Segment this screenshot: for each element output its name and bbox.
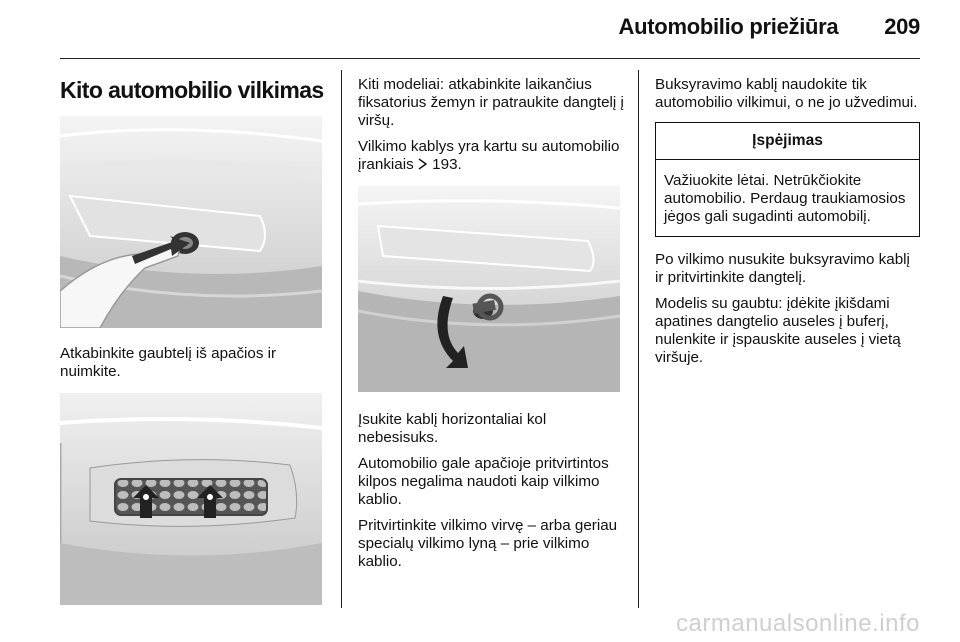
column-3 [655, 76, 920, 375]
warning-body: Važiuokite lėtai. Netrūkčiokite automobilio. Perdaug traukiamosios jėgos gali sugadinti automobilį. [664, 172, 906, 225]
page-number: 209 [884, 14, 920, 39]
header-rule [60, 58, 920, 59]
warning-title: Įspėjimas [656, 123, 919, 160]
page-header [60, 14, 920, 50]
paragraph-model-with-cover: Modelis su gaubtu: įdėkite įkišdami apatines dangtelio auseles į buferį, nulenkite ir įspauskite auseles į vietą viršuje. [655, 295, 901, 366]
page-reference-arrow-icon [418, 158, 428, 170]
paragraph-hook-location [358, 138, 630, 174]
column-1 [60, 76, 325, 610]
illustration-screw-in-hook [358, 186, 620, 392]
section-title: Kito automobilio vilkimas [60, 77, 324, 103]
column-divider-2 [638, 70, 639, 608]
illustration-grille [60, 393, 322, 605]
paragraph-other-models: Kiti modeliai: atkabinkite laikančius fiksatorius žemyn ir patraukite dangtelį į viršų. [358, 76, 624, 129]
column-divider-1 [341, 70, 342, 608]
illustration-remove-cover [60, 116, 322, 328]
paragraph-hook-usage: Buksyravimo kablį naudokite tik automobilio vilkimui, o ne jo užvedimui. [655, 76, 918, 111]
chapter-title: Automobilio priežiūra [618, 14, 839, 39]
warning-box [655, 122, 920, 237]
column-2 [358, 76, 630, 579]
hook-location-text: Vilkimo kablys yra kartu su automobilio įrankiais [358, 138, 620, 173]
paragraph-screw-hook: Įsukite kablį horizontaliai kol nebesisuks. [358, 411, 547, 446]
paragraph-after-towing: Po vilkimo nusukite buksyravimo kablį ir pritvirtinkite dangtelį. [655, 251, 910, 286]
hook-location-ref: 193. [432, 156, 462, 173]
paragraph-attach-rope: Pritvirtinkite vilkimo virvę – arba geriau specialų vilkimo lyną – prie vilkimo kablio. [358, 517, 618, 570]
paragraph-rear-loops: Automobilio gale apačioje pritvirtintos kilpos negalima naudoti kaip vilkimo kablio. [358, 455, 609, 508]
watermark: carmanualsonline.info [676, 610, 920, 637]
caption-remove-cover: Atkabinkite gaubtelį iš apačios ir nuimkite. [60, 345, 277, 380]
